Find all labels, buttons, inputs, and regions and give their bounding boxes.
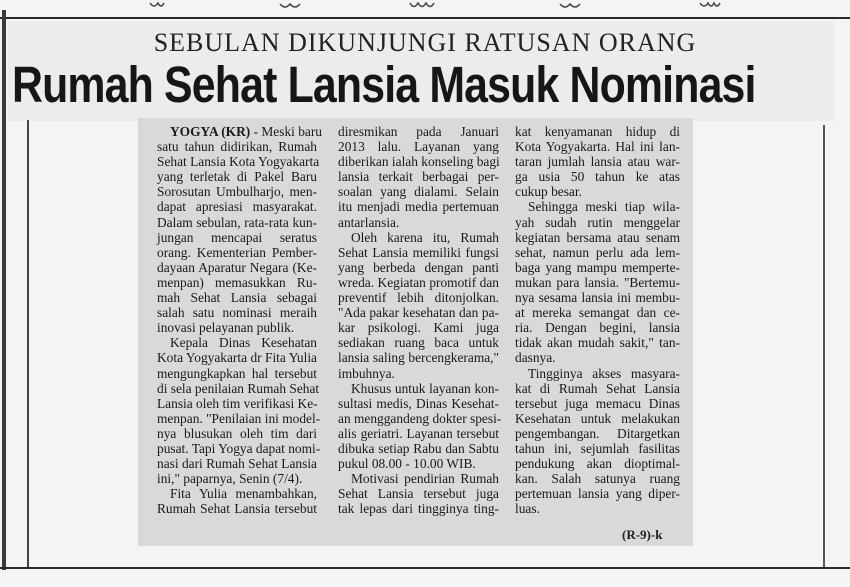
article-text-line: YOGYA (KR) - Meski baru [170, 124, 323, 139]
article-text-line: at mereka semangat dan ce- [515, 305, 680, 321]
handwriting-scribble [0, 0, 850, 12]
article-text-line: 2013 lalu. Layanan yang [338, 139, 499, 155]
article-text-line: Sehat Lansia tersebut juga [338, 486, 499, 502]
article-text-line: Fita Yulia menambahkan, [170, 486, 317, 502]
article-text-line: nya blusukan oleh tim dari [157, 425, 317, 441]
article-text-line: ga usia 50 tahun ke atas [515, 169, 680, 185]
article-text-line: jungan mencapai seratus [157, 229, 317, 245]
article-column-2 [338, 124, 502, 517]
article-text-line: "Ada pakar kesehatan dan pa- [338, 305, 499, 321]
article-text-line: Oleh karena itu, Rumah [351, 229, 499, 245]
article-text-line: antarlansia. [338, 214, 400, 230]
bottom-rule [0, 567, 850, 569]
article-text-line: tidak akan mudah sakit," tan- [515, 335, 680, 351]
article-kicker: SEBULAN DIKUNJUNGI RATUSAN ORANG [153, 28, 697, 57]
article-text-line: mah Sehat Lansia sebagai [157, 290, 317, 306]
article-text-line: preventif lebih ditonjolkan. [338, 290, 499, 306]
article-text-line: Dalam sebulan, rata-rata kun- [157, 214, 317, 230]
article-signature: (R-9)-k [622, 527, 663, 542]
article-text-line: dibuka setiap Rabu dan Sabtu [338, 440, 499, 456]
article-text-line: kat kenyamanan hidup di [515, 124, 680, 139]
article-text-line: yang berbeda dengan panti [338, 259, 499, 275]
article-text-line: kar psikologi. Kami juga [338, 320, 499, 336]
article-text-line: dapat apresiasi masyarakat. [157, 199, 317, 215]
article-text-line: cukup besar. [515, 184, 582, 200]
article-text-line: lansia terkait berbagai per- [338, 169, 499, 185]
article-text-line: dayaan Aparatur Negara (Ke- [157, 259, 317, 275]
article-text-line: sehat, namun perlu ada lem- [515, 244, 680, 260]
article-text-line: Sehat Lansia memiliki fungsi [338, 244, 499, 260]
article-text-line: sediakan ruang baca untuk [338, 335, 499, 351]
article-text-line: an menggandeng dokter spesi- [338, 410, 502, 426]
article-text-line: Sehat Lansia Kota Yogyakarta [157, 154, 320, 170]
article-text-line: pengembangan. Ditargetkan [515, 425, 680, 441]
top-rule [0, 17, 850, 19]
article-text-line: taran jumlah lansia atau war- [515, 154, 680, 170]
article-text-line: Kota Yogyakarta dr Fita Yulia [157, 350, 317, 366]
article-text-line: yah sudah rutin menggelar [515, 214, 680, 230]
article-text-line: sultasi medis, Dinas Kesehat- [338, 395, 499, 411]
scan-left-edge [2, 10, 6, 570]
article-text-line: lansia saling bercengkerama," [338, 350, 499, 366]
article-text-line: mukan para lansia. "Bertemu- [515, 274, 680, 290]
article-text-line: tak lepas dari tingginya ting- [338, 501, 499, 517]
article-column-3 [515, 124, 680, 516]
article-text-line: baga yang mampu memperte- [515, 259, 680, 275]
article-text-line: ria. Dengan begini, lansia [515, 320, 680, 336]
article-text-line: soalan yang dialami. Selain [338, 184, 499, 200]
article-text-line: dasnya. [515, 350, 556, 366]
article-text-line: Sehingga meski tiap wila- [528, 199, 680, 215]
article-text-line: menpan) memasukkan Ru- [157, 274, 317, 290]
article-text-line: mengungkapkan hal tersebut [157, 365, 317, 381]
article-text-line: yang terletak di Pakel Baru [157, 169, 317, 185]
article-text-line: orang. Kementerian Pember- [157, 244, 317, 260]
article-text-line: Motivasi pendirian Rumah [351, 471, 499, 487]
article-text-line: luas. [515, 501, 540, 517]
article-text-line: kan. Salah satunya ruang [515, 471, 680, 487]
article-text-line: pendukung akan dioptimal- [515, 456, 680, 472]
article-text-line: Tingginya akses masyara- [528, 365, 680, 381]
article-text-line: Lansia oleh tim verifikasi Ke- [157, 395, 318, 411]
article-text-line: wreda. Kegiatan promotif dan [338, 274, 499, 290]
article-text-line: pertemuan lansia yang diper- [515, 486, 680, 502]
article-text-line: Kota Yogyakarta. Hal ini lan- [515, 139, 680, 155]
article-dateline: YOGYA (KR) [170, 124, 251, 139]
article-text-line: pusat. Tapi Yogya dapat nomi- [157, 440, 321, 456]
article-text-line: itu menjadi media pertemuan [338, 199, 499, 215]
article-text-line: Rumah Sehat Lansia tersebut [157, 501, 317, 517]
article-headline: Rumah Sehat Lansia Masuk Nominasi [12, 56, 756, 113]
article-text-line: menpan. "Penilaian ini model- [157, 410, 321, 426]
frame-left-rule [27, 120, 29, 567]
article-text-line: satu tahun didirikan, Rumah [157, 139, 317, 155]
article-text-line: imbuhnya. [338, 365, 395, 381]
article-text-line: di sela penilaian Rumah Sehat [157, 380, 320, 396]
article-text-line: kat di Rumah Sehat Lansia [515, 380, 680, 396]
article-text-line: nya sesama lansia ini membu- [515, 290, 680, 306]
article-text-line: ini," paparnya, Senin (7/4). [157, 471, 303, 487]
frame-right-rule [823, 125, 825, 567]
article-text-line: salah satu nominasi meraih [157, 305, 317, 321]
article-text-line: kegiatan bersama atau senam [515, 229, 680, 245]
article-text-line: nasi dari Rumah Sehat Lansia [157, 456, 317, 472]
article-text-line: Kesehatan untuk melakukan [515, 410, 680, 426]
article-text-line: Khusus untuk layanan kon- [351, 380, 499, 396]
article-text-line: pukul 08.00 - 10.00 WIB. [338, 456, 476, 472]
article-text-line: inovasi pelayanan publik. [157, 320, 295, 336]
article-text-line: Kepala Dinas Kesehatan [170, 335, 317, 351]
article-text-line: diresmikan pada Januari [338, 124, 499, 139]
article-text-line: diberikan ialah konseling bagi [338, 154, 500, 170]
article-text-line: alis geriatri. Layanan tersebut [338, 425, 499, 441]
article-text-line: tersebut juga memacu Dinas [515, 395, 680, 411]
article-text-line: Sorosutan Umbulharjo, men- [157, 184, 317, 200]
article-column-1 [157, 124, 323, 517]
article-text-line: tahun ini, sejumlah fasilitas [515, 440, 680, 456]
